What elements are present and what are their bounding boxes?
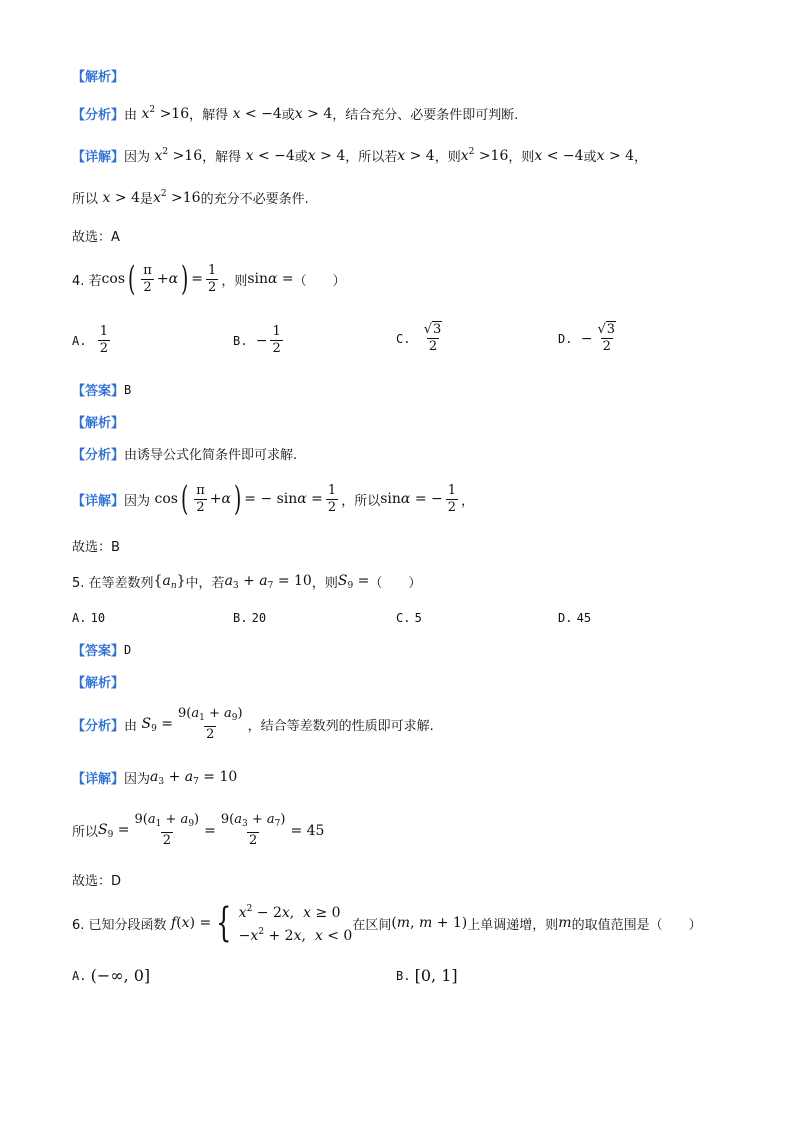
text: ，所以 xyxy=(341,493,381,509)
text: 或 xyxy=(294,150,308,165)
text: 由 xyxy=(124,719,138,734)
math: $a_3 + a_7 = 10$ xyxy=(150,768,238,787)
math: = − sinα = xyxy=(244,491,323,507)
analysis-tag: 【解析】 xyxy=(72,416,125,431)
text: ， xyxy=(461,493,475,509)
paren: ) xyxy=(233,479,242,519)
xiangjie-tag: 【详解】 xyxy=(72,772,125,787)
math: $x^2 >16$ xyxy=(460,147,509,164)
option-label: B. xyxy=(396,968,411,983)
option-label: C. xyxy=(396,610,411,625)
q4-choice xyxy=(72,536,120,555)
math: (−∞, 0] xyxy=(90,966,151,985)
option-label: A. xyxy=(72,968,87,983)
q5-detail xyxy=(72,768,237,787)
math: $x^2 >16$ xyxy=(141,105,190,122)
option-label: D. xyxy=(558,331,573,346)
text: 或 xyxy=(281,108,295,123)
q4-detail xyxy=(72,479,475,519)
text: 因为 xyxy=(124,493,151,509)
text: 由诱导公式化简条件即可求解. xyxy=(124,448,298,463)
math: cos xyxy=(101,271,126,287)
math: $a_3 + a_7 = 10$ xyxy=(224,572,312,591)
answer-tag: 【答案】 xyxy=(72,384,125,399)
answer-value: B xyxy=(124,382,132,397)
fraction: $\frac{1}{2}$ xyxy=(447,482,457,515)
q5-analysis-tag xyxy=(72,672,124,691)
text: 的取值范围是（ ） xyxy=(571,917,702,933)
q3-choice xyxy=(72,226,120,245)
q3-fenxi-line xyxy=(72,104,518,123)
math: = xyxy=(191,271,204,287)
option-label: B. xyxy=(233,610,248,625)
math: sinα = xyxy=(247,271,294,287)
fraction: $\frac{√3}{2}$ xyxy=(423,322,442,354)
math: x > 4 xyxy=(102,189,140,206)
option-value: 5 xyxy=(414,610,422,625)
q4-analysis-tag xyxy=(72,412,124,431)
math: cos xyxy=(150,491,178,507)
q5-answer xyxy=(72,640,131,659)
option-value: 45 xyxy=(576,610,592,625)
fraction: $\frac{\pi}{2}$ xyxy=(143,262,152,295)
option-label: A. xyxy=(72,333,87,348)
choice-text: 故选：D xyxy=(72,874,122,889)
piecewise: $x^2 - 2x$, x ≥ 0 $-x^2 + 2x$, x < 0 xyxy=(238,904,353,944)
option-value: 20 xyxy=(251,610,267,625)
q3-detail-line-2 xyxy=(72,188,309,207)
text: ，解得 xyxy=(189,108,229,123)
option-label: D. xyxy=(558,610,573,625)
q6-stem xyxy=(72,900,702,946)
text: ，则 xyxy=(434,150,461,165)
text: 因为 xyxy=(124,772,151,787)
text: ，解得 xyxy=(202,150,242,165)
text: 是 xyxy=(139,192,153,207)
math: x < −4 xyxy=(534,147,584,164)
q5-option-b[interactable] xyxy=(233,610,266,625)
text: ， xyxy=(634,150,648,165)
math: x > 4 xyxy=(307,147,346,164)
xiangjie-tag: 【详解】 xyxy=(72,493,125,509)
q4-answer xyxy=(72,380,131,399)
paren: ( xyxy=(180,479,189,519)
text: ，则 xyxy=(311,576,338,591)
math: = 45 xyxy=(290,822,325,839)
math: x > 4 xyxy=(294,105,333,122)
q5-option-a[interactable] xyxy=(72,610,105,625)
analysis-tag: 【解析】 xyxy=(72,676,125,691)
text: ，结合充分、必要条件即可判断. xyxy=(332,108,519,123)
text: 上单调递增，则 xyxy=(467,917,559,933)
q4-option-c[interactable] xyxy=(396,322,447,355)
text: （ ） xyxy=(369,576,422,591)
math: +α xyxy=(209,491,231,507)
brace: { xyxy=(216,900,232,946)
text: 所以 xyxy=(72,825,99,840)
q6-option-b[interactable] xyxy=(396,966,458,985)
math: − xyxy=(580,330,593,347)
text: （ ） xyxy=(293,273,346,289)
analysis-tag: 【解析】 xyxy=(72,70,125,85)
fraction: $\frac{√3}{2}$ xyxy=(597,322,616,354)
option-label: A. xyxy=(72,610,87,625)
math: − xyxy=(255,332,268,349)
option-label: B. xyxy=(233,333,248,348)
q5-stem xyxy=(72,572,421,591)
math: $S_9$ = xyxy=(337,572,370,591)
text: ，所以若 xyxy=(345,150,398,165)
math: +α xyxy=(156,271,179,287)
fraction: $\frac{9(a_1 + a_9)}{2}$ xyxy=(134,812,200,848)
fraction: $\frac{\pi}{2}$ xyxy=(196,482,205,515)
math: x > 4 xyxy=(397,147,435,164)
text: 在区间 xyxy=(352,917,392,933)
fraction: $\frac{9(a_1 + a_9)}{2}$ xyxy=(178,706,243,742)
text: 由 xyxy=(124,108,138,123)
fraction: $\frac{1}{2}$ xyxy=(327,482,337,515)
math: = xyxy=(204,822,216,839)
math: [0, 1] xyxy=(414,966,458,985)
answer-value: D xyxy=(124,642,132,657)
q4-option-a[interactable] xyxy=(72,324,113,357)
paren: ( xyxy=(128,259,136,299)
fenxi-tag: 【分析】 xyxy=(72,448,125,463)
math: $x^2 >16$ xyxy=(152,189,201,206)
q6-option-a[interactable] xyxy=(72,966,150,985)
q5-option-d[interactable] xyxy=(558,610,591,625)
math: (m, m + 1) xyxy=(391,915,468,931)
fraction: $\frac{1}{2}$ xyxy=(99,324,108,356)
q3-detail-line xyxy=(72,146,647,165)
math: $S_9$ = xyxy=(141,715,173,734)
text: 因为 xyxy=(124,150,151,165)
q4-option-d[interactable] xyxy=(558,322,621,355)
text: 或 xyxy=(583,150,597,165)
q5-choice xyxy=(72,870,121,889)
math: f(x) = xyxy=(171,915,212,931)
math: $x^2 >16$ xyxy=(154,147,203,164)
q4-stem xyxy=(72,259,346,299)
fraction: $\frac{1}{2}$ xyxy=(208,262,217,295)
choice-text: 故选：A xyxy=(72,230,120,245)
q4-option-b[interactable] xyxy=(233,324,286,357)
text: ，则 xyxy=(508,150,535,165)
fraction: $\frac{1}{2}$ xyxy=(272,324,281,356)
math: sinα = − xyxy=(380,491,443,507)
answer-tag: 【答案】 xyxy=(72,644,125,659)
text: 的充分不必要条件. xyxy=(200,192,309,207)
text: 所以 xyxy=(72,192,99,207)
text: 6. 已知分段函数 xyxy=(72,917,167,933)
math: m xyxy=(558,915,572,931)
paren: ) xyxy=(181,259,189,299)
math: $S_9$ = xyxy=(98,821,130,840)
choice-text: 故选：B xyxy=(72,540,120,555)
q5-fenxi xyxy=(72,706,434,743)
fraction: $\frac{9(a_3 + a_7)}{2}$ xyxy=(220,812,286,848)
xiangjie-tag: 【详解】 xyxy=(72,150,125,165)
text: ，结合等差数列的性质即可求解. xyxy=(247,719,434,734)
fenxi-tag: 【分析】 xyxy=(72,719,125,734)
fenxi-tag: 【分析】 xyxy=(72,108,125,123)
text: 5. 在等差数列 xyxy=(72,576,154,591)
q4-fenxi xyxy=(72,444,297,463)
math: x < −4 xyxy=(232,105,282,122)
text: 中，若 xyxy=(185,576,225,591)
math: x < −4 xyxy=(245,147,295,164)
option-label: C. xyxy=(396,331,411,346)
q3-analysis-tag xyxy=(72,66,124,85)
math: $\{a_n\}$ xyxy=(153,572,186,591)
q5-option-c[interactable] xyxy=(396,610,422,625)
option-value: 10 xyxy=(90,610,106,625)
q5-detail-2 xyxy=(72,812,324,849)
math: x > 4 xyxy=(596,147,635,164)
text: ，则 xyxy=(221,273,248,289)
text: 4. 若 xyxy=(72,273,102,289)
